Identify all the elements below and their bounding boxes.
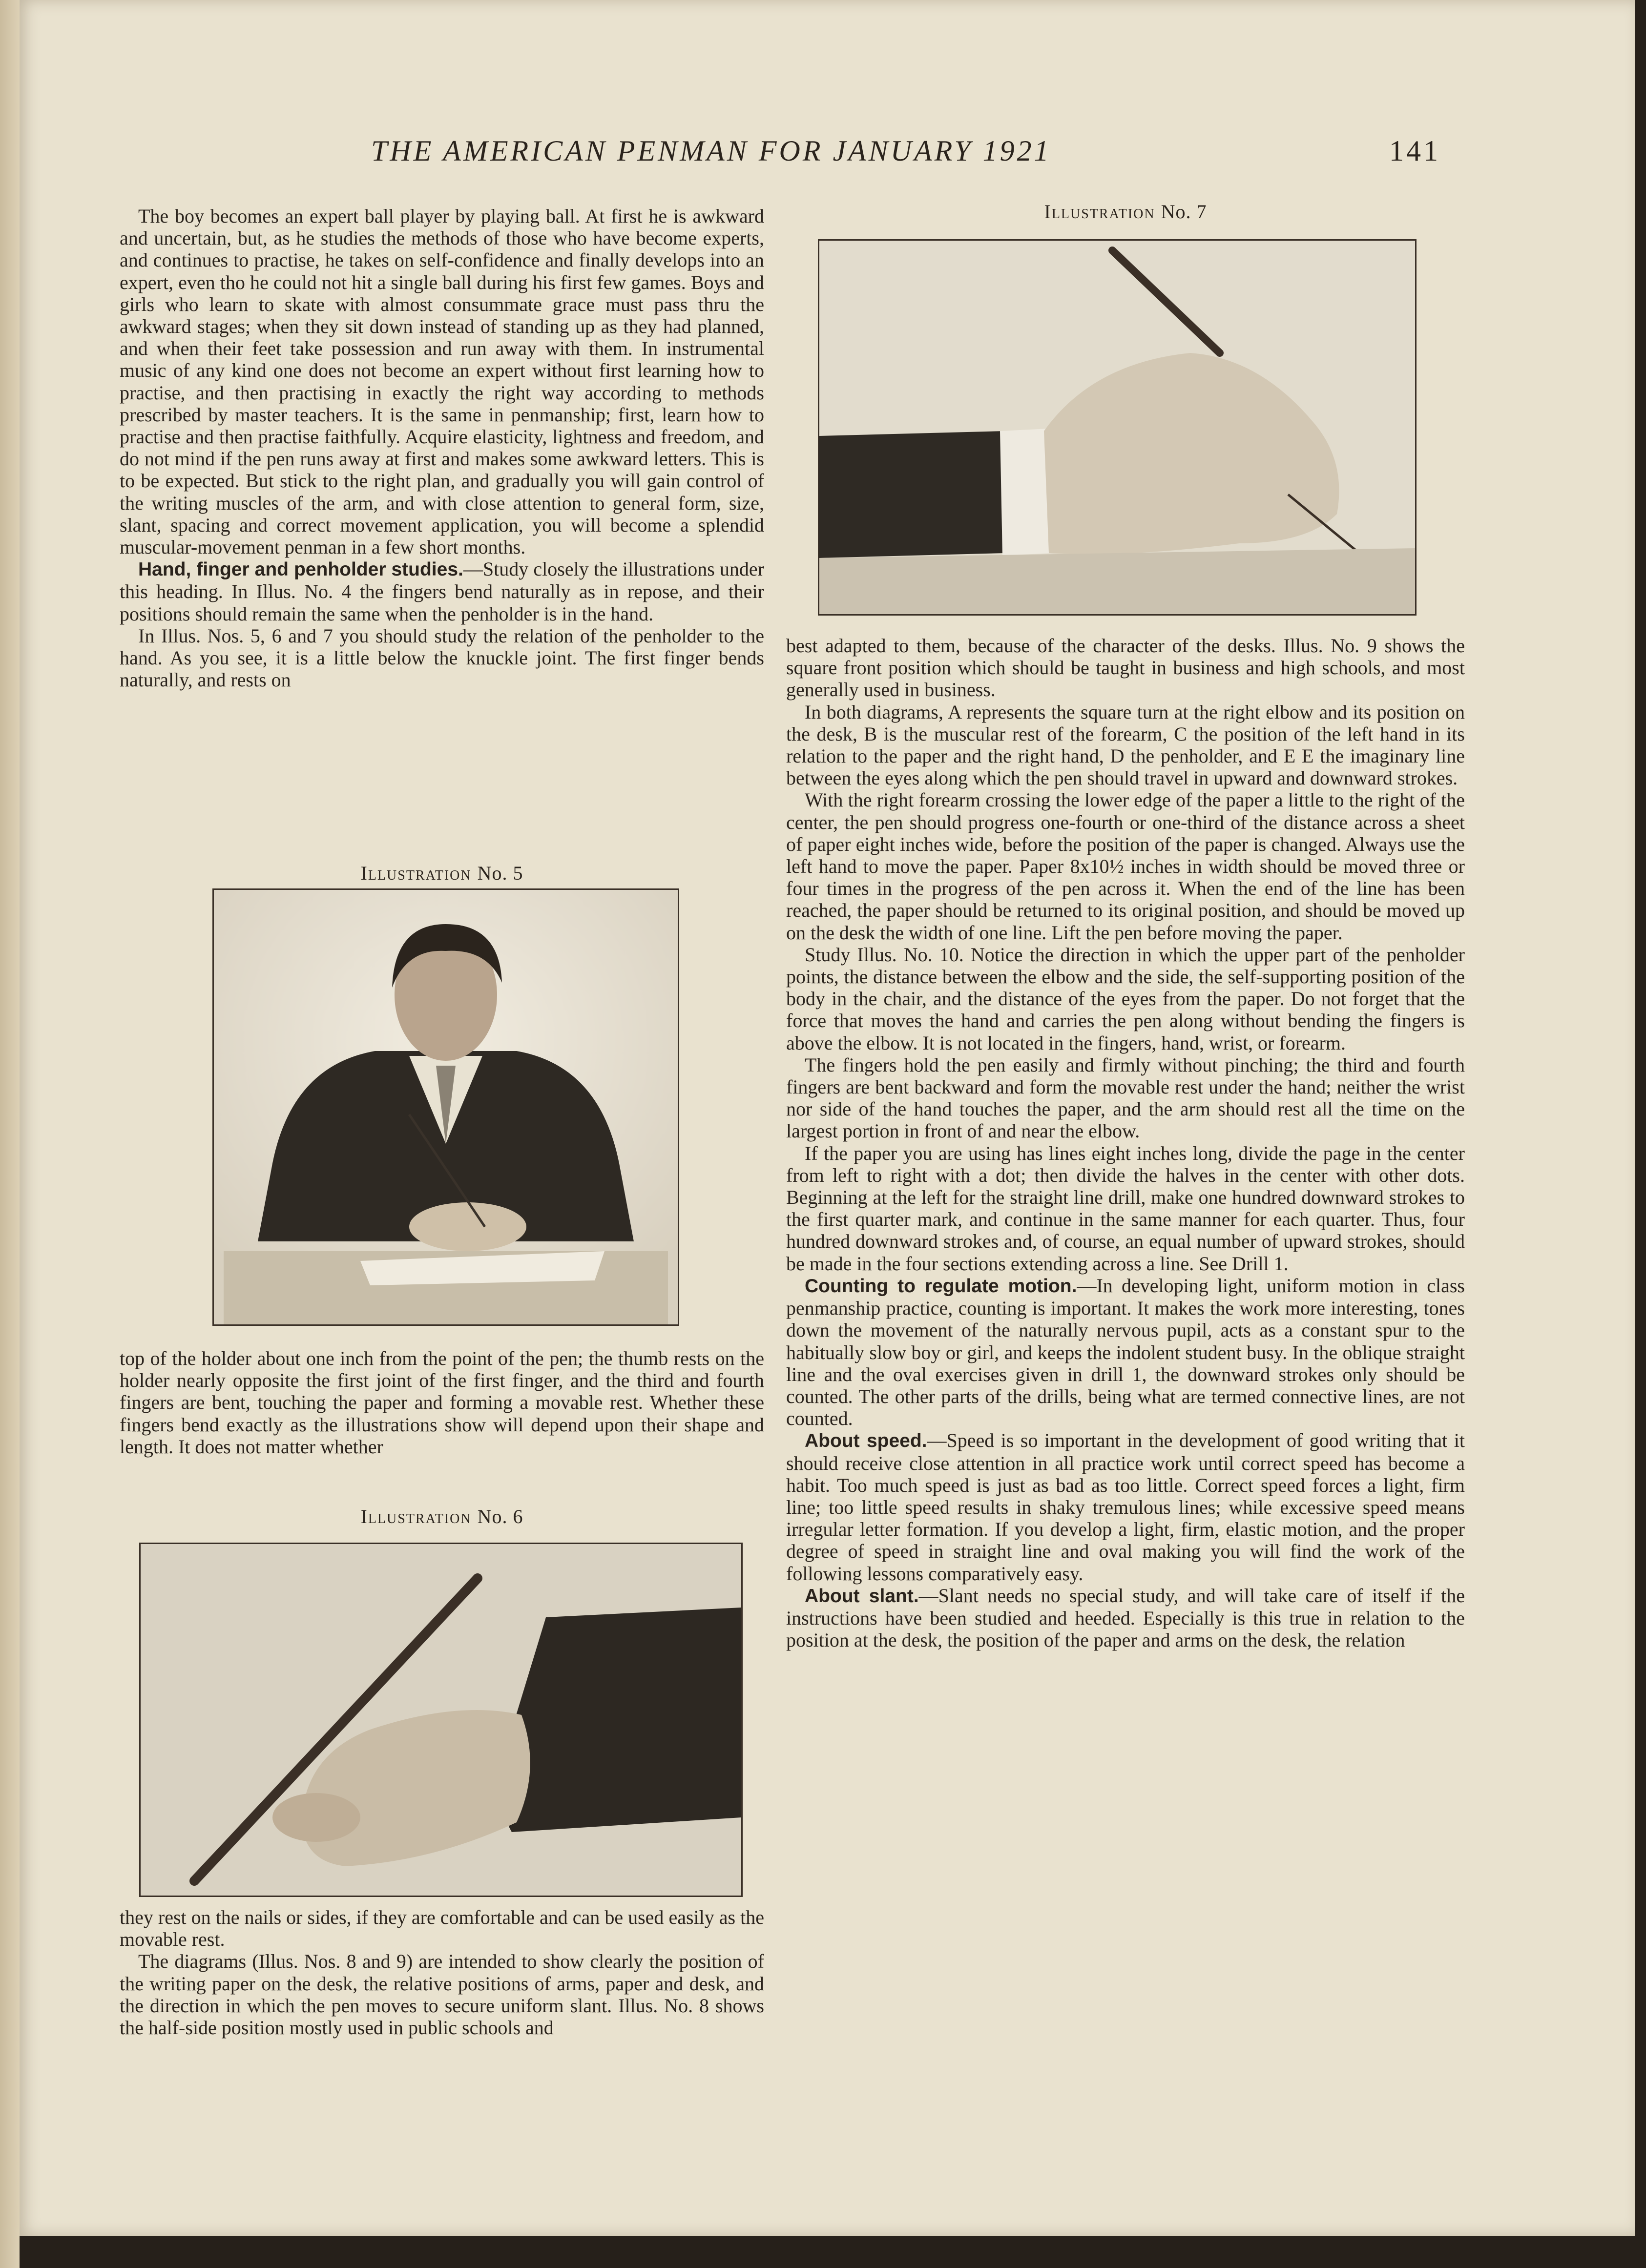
- paragraph-paper-lines: If the paper you are using has lines eight inches long, divide the page in the center from left to right with a dot; then divide the halves in the center with other dots. Beginning at the left for the straight line drill, make one hundred downward strokes to the first quarter mark, and continue in the same manner for each quarter. Thus, four hundred downward strokes and, of course, an equal number of upward strokes, should be made in the four sections extending across a line. See Drill 1.: [786, 1142, 1465, 1275]
- left-column-bottom: [120, 1906, 764, 2039]
- header-title: THE AMERICAN PENMAN FOR JANUARY 1921: [371, 135, 1051, 167]
- heading-hand-finger: Hand, finger and penholder studies.: [138, 559, 463, 580]
- running-header: [20, 134, 1635, 178]
- caption-illustration-5: [120, 862, 764, 885]
- left-column-top: [120, 205, 764, 691]
- hand-finger-text: —Study closely the illustrations under this heading. In Illus. No. 4 the fingers bend naturally as in repose, and their positions should remain the same when the penholder is in the hand.: [120, 558, 764, 625]
- paragraph-speed: [786, 1429, 1465, 1584]
- caption-illustration-7: [786, 200, 1465, 223]
- caption-5-word: Illustration: [360, 862, 472, 884]
- counting-text: —In developing light, uniform motion in class penmanship practice, counting is important. It makes the work more interesting, tones down the movement of the naturally nervous pupil, acts as a constant spur to the habitually slow boy or girl, and keeps the indolent student busy. In the oblique straight line and the oval exercises given in drill 1, the downward strokes only should be counted. The other parts of the drills, being what are termed connective lines, are not counted.: [786, 1274, 1465, 1430]
- paragraph-ball-player: The boy becomes an expert ball player by playing ball. At first he is awkward and uncertain, but, as he studies the methods of those who have become experts, and continues to practise, he takes on self-confidence and finally develops into an expert, even tho he could not hit a single ball during his first few games. Boys and girls who learn to skate with almost consummate grace must pass thru the awkward stages; when they sit down instead of standing up as they had planned, and when their feet take possession and run away with them. In instrumental music of any kind one does not become an expert without first learning how to practise, and then practising in exactly the right way according to methods prescribed by master teachers. It is the same in penmanship; first, learn how to practise and then practise faithfully. Acquire elasticity, lightness and freedom, and do not mind if the pen runs away at first and makes some awkward letters. This is to be expected. But stick to the right plan, and gradually you will gain control of the writing muscles of the arm, and with close attention to general form, size, slant, spacing and correct movement application, you will become a splendid muscular-movement penman in a few short months.: [120, 205, 764, 558]
- paragraph-holder-thumb: top of the holder about one inch from the point of the pen; the thumb rests on the holder nearly opposite the first joint of the first finger, and the third and fourth fingers are bent, touching the paper and forming a movable rest. Whether these fingers bend exactly as the illustrations show will depend upon their shape and length. It does not matter whether: [120, 1347, 764, 1458]
- right-column-text: [786, 635, 1465, 1651]
- caption-illustration-6: [120, 1505, 764, 1528]
- paragraph-both-diagrams: In both diagrams, A represents the square turn at the right elbow and its position on the desk, B is the muscular rest of the forearm, C the position of the left hand in its relation to the paper and the right hand, D the penholder, and E E the imaginary line between the eyes along which the pen should travel in upward and downward strokes.: [786, 701, 1465, 789]
- man-writing-image: [214, 890, 678, 1324]
- page-number: 141: [1389, 135, 1440, 167]
- paragraph-illus-5-6-7: In Illus. Nos. 5, 6 and 7 you should study the relation of the penholder to the hand. As you see, it is a little below the knuckle joint. The first finger bends naturally, and rests on: [120, 624, 764, 691]
- illustration-6-photo: [139, 1543, 743, 1897]
- paragraph-hand-finger: [120, 558, 764, 625]
- heading-slant: About slant.: [805, 1585, 919, 1607]
- paragraph-slant: [786, 1585, 1465, 1651]
- caption-5-number: No. 5: [477, 862, 523, 884]
- paragraph-nails-sides: they rest on the nails or sides, if they are comfortable and can be used easily as the movable rest.: [120, 1906, 764, 1951]
- paragraph-study-illus-10: Study Illus. No. 10. Notice the direction in which the upper part of the penholder points, the distance between the elbow and the side, the self-supporting position of the body in the chair, and the distance of the eyes from the paper. Do not forget that the force that moves the hand and carries the pen along without bending the fingers is above the elbow. It is not located in the fingers, hand, wrist, or forearm.: [786, 943, 1465, 1054]
- paragraph-fingers-hold: The fingers hold the pen easily and firmly without pinching; the third and fourth fingers are bent backward and form the movable rest under the hand; neither the wrist nor side of the hand touches the paper, and the arm should rest all the time on the largest portion in front of and near the elbow.: [786, 1053, 1465, 1142]
- illustration-7-photo: [818, 239, 1417, 616]
- paragraph-diagrams: The diagrams (Illus. Nos. 8 and 9) are intended to show clearly the position of the writing paper on the desk, the relative positions of arms, paper and desk, and the direction in which the pen moves to secure uniform slant. Illus. No. 8 shows the half-side position mostly used in public schools and: [120, 1950, 764, 2039]
- heading-counting: Counting to regulate motion.: [805, 1275, 1077, 1297]
- paragraph-right-forearm: With the right forearm crossing the lower edge of the paper a little to the right of the center, the pen should progress one-fourth or one-third of the distance across a sheet of paper eight inches wide, before the position of the paper is changed. Always use the left hand to move the paper. Paper 8x10½ inches in width should be moved three or four times in the progress of the pen across it. When the end of the line has been reached, the paper should be returned to its original position, and should be moved up on the desk the width of one line. Lift the pen before moving the paper.: [786, 789, 1465, 944]
- paragraph-best-adapted: best adapted to them, because of the character of the desks. Illus. No. 9 shows the square front position which should be taught in business and high schools, and most generally used in business.: [786, 635, 1465, 701]
- hand-side-view-image: [819, 241, 1415, 614]
- slant-text: —Slant needs no special study, and will take care of itself if the instructions have been studied and heeded. Especially is this true in relation to the position at the desk, the position of the paper and arms on the desk, the relation: [786, 1584, 1465, 1651]
- left-column-middle: [120, 1347, 764, 1458]
- caption-6-number: No. 6: [477, 1505, 523, 1527]
- illustration-5-photo: [212, 888, 679, 1326]
- page: [20, 0, 1635, 2236]
- facing-page-edge: [0, 0, 20, 2268]
- caption-7-number: No. 7: [1161, 201, 1207, 223]
- speed-text: —Speed is so important in the development of good writing that it should receive close attention in all practice work until correct speed has become a habit. Too much speed is just as bad as too little. Correct speed forces a light, firm line; too little speed results in shaky tremulous lines; while excessive speed means irregular letter formation. If you develop a light, firm, elastic motion, and the proper degree of speed in straight line and oval making you will find the work of the following lessons comparatively easy.: [786, 1429, 1465, 1585]
- hand-penholder-image: [141, 1544, 741, 1896]
- paragraph-counting: [786, 1275, 1465, 1429]
- heading-speed: About speed.: [805, 1430, 927, 1452]
- caption-7-word: Illustration: [1044, 201, 1155, 223]
- caption-6-word: Illustration: [360, 1505, 472, 1527]
